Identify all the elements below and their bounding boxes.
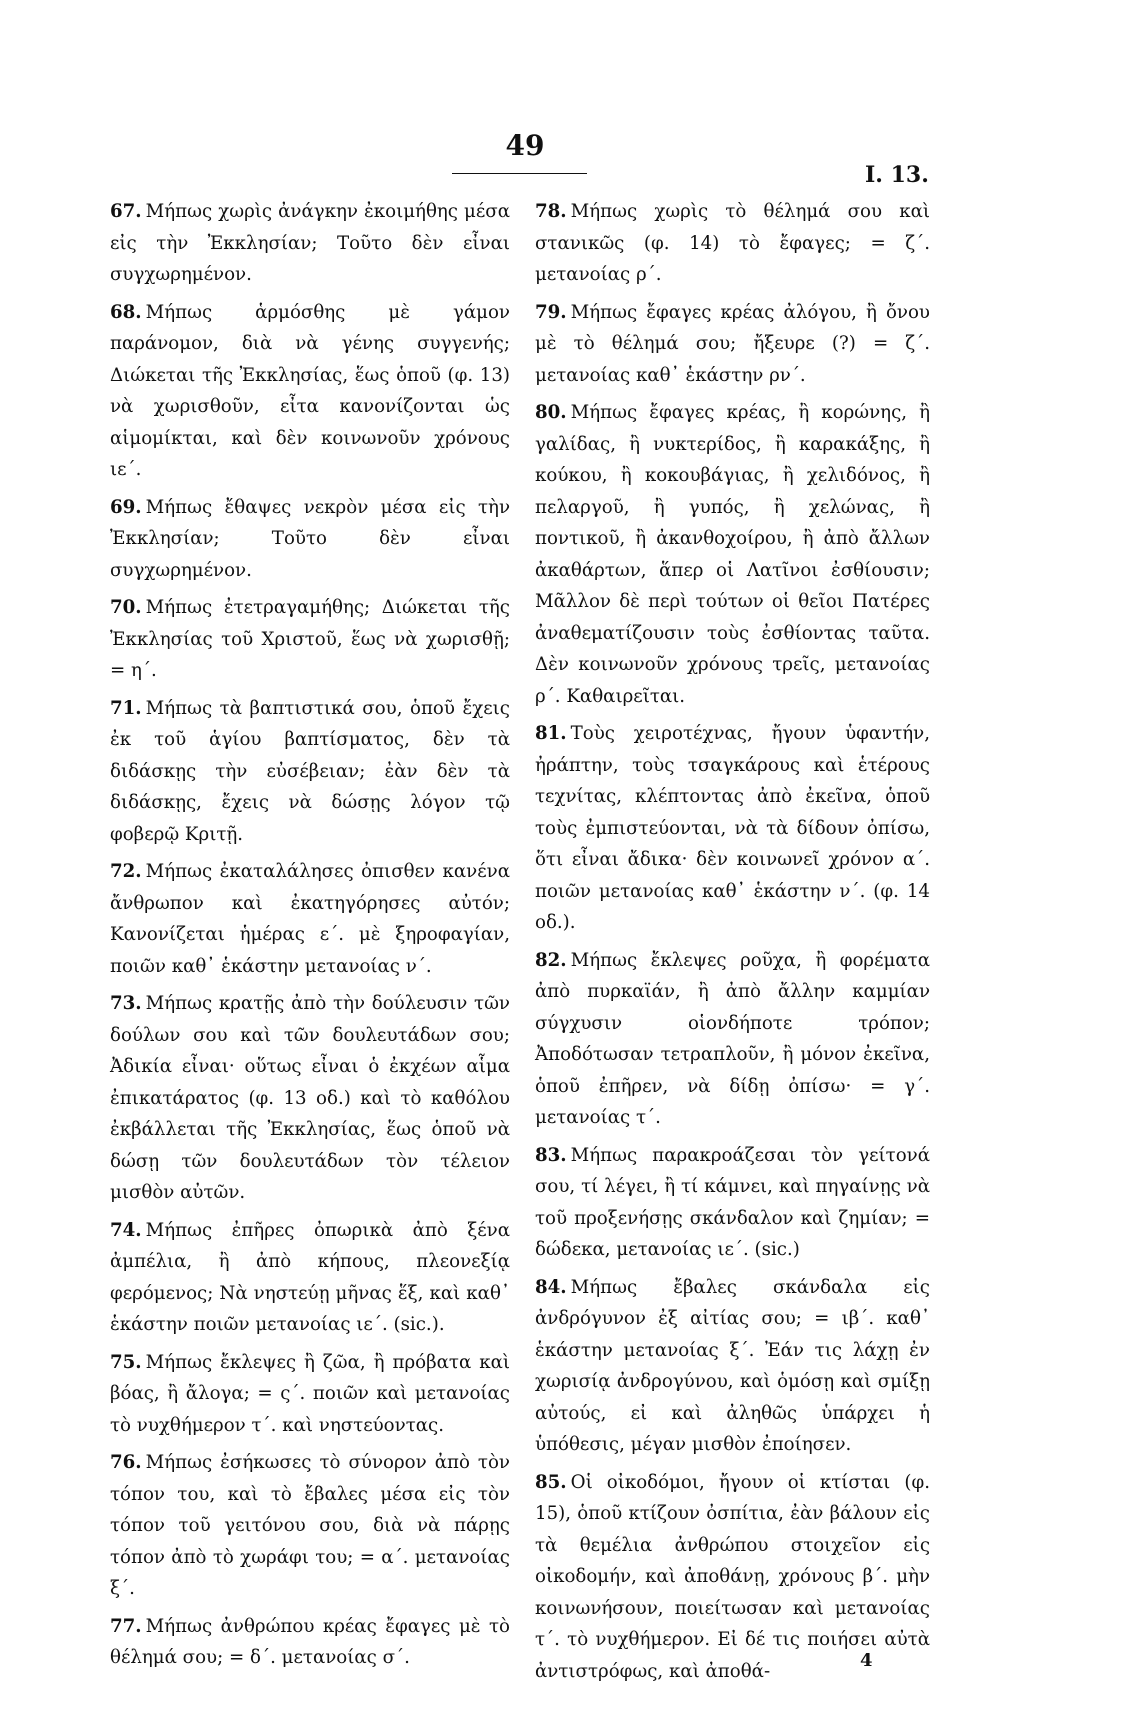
entry-number: 70. [110,597,142,618]
right-column [535,196,930,1693]
entry-number: 74. [110,1219,142,1241]
entry-text: Μήπως ἐσήκωσες τὸ σύνορον ἀπὸ τὸν τόπον του, καὶ τὸ ἔβαλες μέσα εἰς τὸν τόπον τοῦ γειτόνου σου, διὰ νὰ πάρῃς τόπον ἀπὸ τὸ χωράφι του; = α΄. μετανοίας ξ΄. [110,1452,510,1599]
entry-text: Μήπως ἐτετραγαμήθης; Διώκεται τῆς Ἐκκλησίας τοῦ Χριστοῦ, ἕως νὰ χωρισθῇ; = η΄. [110,597,510,681]
entry-text: Μήπως ἔφαγες κρέας, ἢ κορώνης, ἢ γαλίδας, ἢ νυκτερίδος, ἢ καρακάξης, ἢ κούκου, ἢ κοκουβάγιας, ἢ χελιδόνος, ἢ πελαργοῦ, ἢ γυπός, ἢ χελώνας, ἢ ποντικοῦ, ἢ ἀκανθοχοίρου, ἢ ἀπὸ ἄλλων ἀκαθάρτων, ἅπερ οἱ Λατῖνοι ἐσθίουσιν; Μᾶλλον δὲ περὶ τούτων οἱ θεῖοι Πατέρες ἀναθεματίζουσιν τοὺς ἐσθίοντας ταῦτα. Δὲν κοινωνοῦν χρόνους τρεῖς, μετανοίας ρ΄. Καθαιρεῖται. [535,402,930,707]
entry-number: 75. [110,1351,142,1373]
entry-70 [110,592,510,687]
entry-number: 84. [535,1276,567,1298]
entry-76 [110,1447,510,1605]
entry-71 [110,693,510,851]
entry-text: Οἱ οἰκοδόμοι, ἤγουν οἱ κτίσται (φ. 15), ὁποῦ κτίζουν ὀσπίτια, ἐὰν βάλουν εἰς τὰ θεμέλια ἀνθρώπου στοιχεῖον εἰς οἰκοδομήν, καὶ ἀποθάνῃ, χρόνους β΄. μὴν κοινωνήσουν, ποιείτωσαν καὶ μετανοίας τ΄. τὸ νυχθήμερον. Εἰ δέ τις ποιήσει αὐτὰ ἀντιστρόφως, καὶ ἀποθά- [535,1471,930,1682]
entry-number: 79. [535,301,567,323]
entry-text: Μήπως ἔκλεψες ἢ ζῶα, ἢ πρόβατα καὶ βόας, ἢ ἄλογα; = ς΄. ποιῶν καὶ μετανοίας τὸ νυχθήμερον τ΄. καὶ νηστεύοντας. [110,1351,510,1436]
entry-text: Μήπως ἀνθρώπου κρέας ἔφαγες μὲ τὸ θέλημά σου; = δ΄. μετανοίας σ΄. [110,1615,510,1668]
entry-79 [535,297,930,392]
entry-82 [535,945,930,1134]
entry-text: Μήπως ἁρμόσθης μὲ γάμον παράνομον, διὰ νὰ γένης συγγενής; Διώκεται τῆς Ἐκκλησίας, ἕως ὁποῦ (φ. 13) νὰ χωρισθοῦν, εἶτα κανονίζονται ὡς αἱμομίκται, καὶ δὲν κοινωνοῦν χρόνους ιε΄. [110,301,510,480]
entry-84 [535,1272,930,1461]
entry-68 [110,297,510,486]
entry-number: 69. [110,496,142,518]
entry-text: Μήπως ἐκαταλάλησες ὀπισθεν κανένα ἄνθρωπον καὶ ἐκατηγόρησες αὐτόν; Κανονίζεται ἡμέρας ε΄. μὲ ξηροφαγίαν, ποιῶν καθ᾽ ἑκάστην μετανοίας ν΄. [110,861,510,977]
entry-number: 80. [535,402,567,423]
entry-number: 76. [110,1452,142,1473]
entry-69 [110,492,510,587]
entry-74 [110,1215,510,1341]
entry-number: 77. [110,1615,142,1637]
entry-number: 73. [110,993,142,1014]
left-column [110,196,510,1680]
entry-number: 85. [535,1471,567,1493]
entry-text: Τοὺς χειροτέχνας, ἤγουν ὑφαντήν, ἠράπτην, τοὺς τσαγκάρους καὶ ἑτέρους τεχνίτας, κλέπτοντας ἀπὸ ἐκεῖνα, ὁποῦ τοὺς ἐμπιστεύονται, νὰ τὰ δίδουν ὀπίσω, ὅτι εἶναι ἄδικα· δὲν κοινωνεῖ χρόνον α΄. ποιῶν μετανοίας καθ᾽ ἑκάστην ν΄. (φ. 14 οδ.). [535,723,930,933]
entry-text: Μήπως παρακροάζεσαι τὸν γείτονά σου, τί λέγει, ἢ τί κάμνει, καὶ πηγαίνῃς νὰ τοῦ προξενήσῃς σκάνδαλον καὶ ζημίαν; = δώδεκα, μετανοίας ιε΄. (sic.) [535,1144,930,1260]
footer-signature: 4 [860,1650,873,1671]
entry-text: Μήπως ἐπῆρες ὀπωρικὰ ἀπὸ ξένα ἀμπέλια, ἢ ἀπὸ κήπους, πλεονεξίᾳ φερόμενος; Νὰ νηστεύῃ μῆνας ἕξ, καὶ καθ᾽ ἑκάστην ποιῶν μετανοίας ιε΄. (sic.). [110,1219,510,1335]
entry-text: Μήπως χωρὶς τὸ θέλημά σου καὶ στανικῶς (φ. 14) τὸ ἔφαγες; = ζ΄. μετανοίας ρ΄. [535,201,930,285]
entry-83 [535,1140,930,1266]
entry-text: Μήπως τὰ βαπτιστικά σου, ὁποῦ ἔχεις ἐκ τοῦ ἁγίου βαπτίσματος, δὲν τὰ διδάσκῃς τὴν εὐσέβειαν; ἐὰν δὲν τὰ διδάσκῃς, ἔχεις νὰ δώσῃς λόγον τῷ φοβερῷ Κριτῇ. [110,697,510,845]
entry-number: 68. [110,301,142,323]
entry-67 [110,196,510,291]
entry-text: Μήπως ἔκλεψες ροῦχα, ἢ φορέματα ἀπὸ πυρκαϊάν, ἢ ἀπὸ ἄλλην καμμίαν σύγχυσιν οἱονδήποτε τρόπον; Ἀποδότωσαν τετραπλοῦν, ἢ μόνον ἐκεῖνα, ὁποῦ ἐπῆρεν, νὰ δίδῃ ὀπίσω· = γ΄. μετανοίας τ΄. [535,949,930,1128]
entry-text: Μήπως ἔβαλες σκάνδαλα εἰς ἀνδρόγυνον ἐξ αἰτίας σου; = ιβ΄. καθ᾽ ἑκάστην μετανοίας ξ΄. Ἐάν τις λάχῃ ἐν χωρισίᾳ ἀνδρογύνου, καὶ ὁμόσῃ καὶ σμίξῃ αὐτούς, εἰ καὶ ἀληθῶς ὑπάρχει ἡ ὑπόθεσις, μέγαν μισθὸν ἐποίησεν. [535,1276,930,1455]
entry-text: Μήπως ἔθαψες νεκρὸν μέσα εἰς τὴν Ἐκκλησίαν; Τοῦτο δὲν εἶναι συγχωρημένον. [110,496,510,581]
entry-number: 81. [535,723,567,744]
entry-text: Μήπως κρατῇς ἀπὸ τὴν δούλευσιν τῶν δούλων σου καὶ τῶν δουλευτάδων σου; Ἀδικία εἶναι· οὕτως εἶναι ὁ ἐκχέων αἷμα ἐπικατάρατος (φ. 13 οδ.) καὶ τὸ καθόλου ἐκβάλλεται τῆς Ἐκκλησίας, ἕως ὁποῦ νὰ δώσῃ τῶν δουλευτάδων τὸν τέλειον μισθὸν αὐτῶν. [110,993,510,1203]
entry-77 [110,1611,510,1674]
page-number: 49 [505,129,545,162]
signature-mark: I. 13. [865,162,929,188]
entry-number: 78. [535,201,567,222]
entry-number: 67. [110,201,142,222]
entry-number: 83. [535,1144,567,1166]
entry-72 [110,856,510,982]
entry-number: 71. [110,697,142,719]
entry-text: Μήπως χωρὶς ἀνάγκην ἐκοιμήθης μέσα εἰς τὴν Ἐκκλησίαν; Τοῦτο δὲν εἶναι συγχωρημένον. [110,201,510,285]
entry-number: 82. [535,949,567,971]
entry-75 [110,1347,510,1442]
entry-text: Μήπως ἔφαγες κρέας ἀλόγου, ἢ ὄνου μὲ τὸ θέλημά σου; ἤξευρε (?) = ζ΄. μετανοίας καθ᾽ ἑκάστην ρν΄. [535,301,930,386]
entry-78 [535,196,930,291]
entry-number: 72. [110,861,142,882]
entry-73 [110,988,510,1209]
entry-81 [535,718,930,939]
header-rule [452,173,587,174]
entry-80 [535,397,930,712]
